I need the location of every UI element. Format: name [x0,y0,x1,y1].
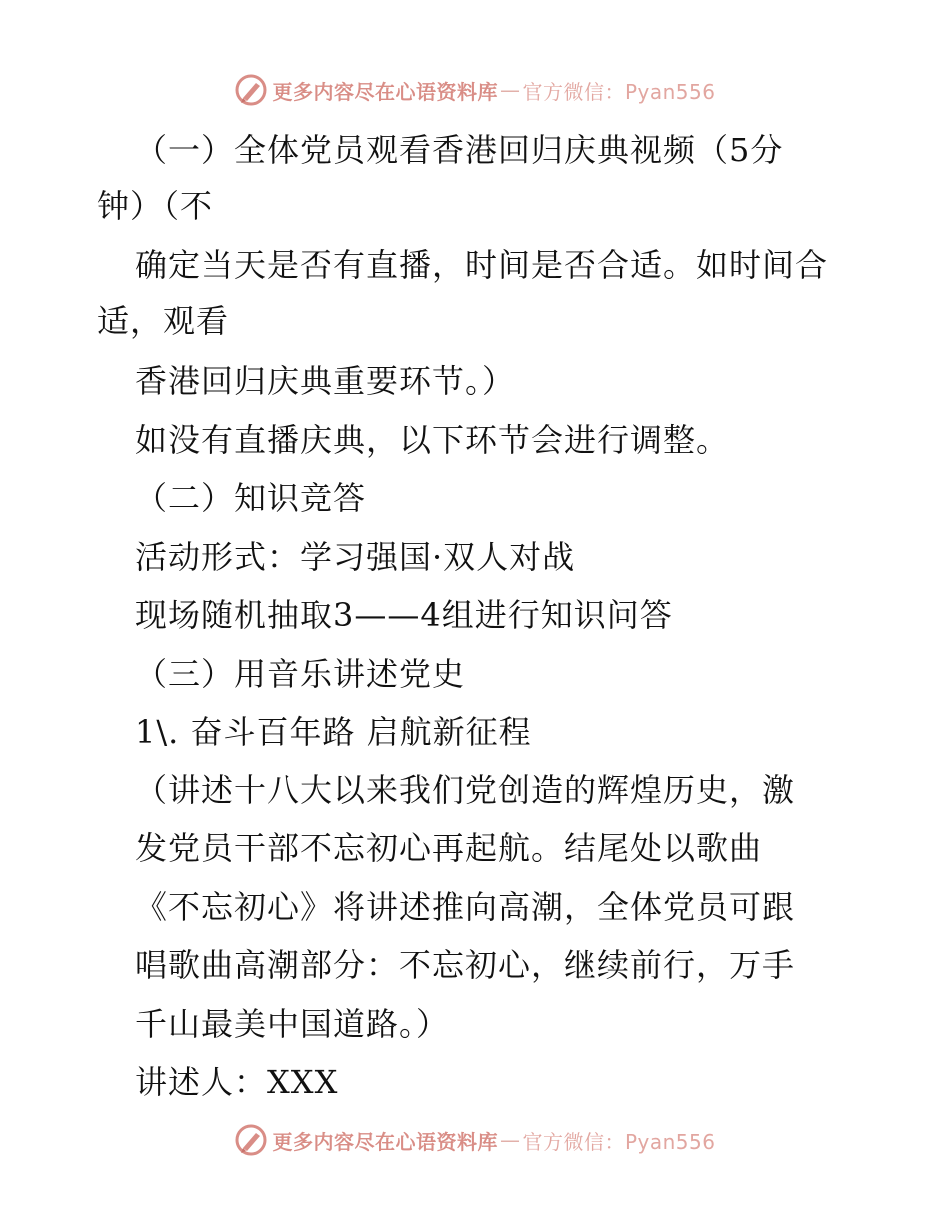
pen-logo-icon [234,1123,268,1157]
watermark-library-name: 更多内容尽在心语资料库 [272,79,498,104]
footer-watermark [0,1120,950,1160]
text-line: 香港回归庆典重要环节。） [135,362,516,400]
text-line: （讲述十八大以来我们党创造的辉煌历史，激 [135,771,796,809]
watermark-dash: — [499,1128,521,1152]
watermark-library-name: 更多内容尽在心语资料库 [272,1129,498,1154]
pen-logo-icon [234,73,268,107]
text-line: 发党员干部不忘初心再起航。结尾处以歌曲 [135,829,763,867]
text-line: 千山最美中国道路。） [135,1005,450,1043]
text-line: （三）用音乐讲述党史 [135,655,466,693]
text-line: 确定当天是否有直播，时间是否合适。如时间合 [135,246,829,284]
text-line: 活动形式：学习强国·双人对战 [135,538,576,576]
text-line: （一）全体党员观看香港回归庆典视频（5分 [135,131,784,169]
watermark-contact: 官方微信：Pyan556 [522,79,716,104]
text-line: 1\. 奋斗百年路 启航新征程 [135,713,532,751]
text-line: 唱歌曲高潮部分：不忘初心，继续前行，万手 [135,946,796,984]
text-line: （二）知识竞答 [135,479,367,517]
watermark-dash: — [499,78,521,102]
text-line: 现场随机抽取3——4组进行知识问答 [135,596,673,634]
text-line: 《不忘初心》将讲述推向高潮，全体党员可跟 [135,888,796,926]
text-line: 讲述人：XXX [135,1063,339,1101]
text-line: 适，观看 [97,302,230,340]
watermark-contact: 官方微信：Pyan556 [522,1129,716,1154]
text-line: 钟）（不 [97,187,214,225]
header-watermark [0,70,950,110]
text-line: 如没有直播庆典，以下环节会进行调整。 [135,421,730,459]
